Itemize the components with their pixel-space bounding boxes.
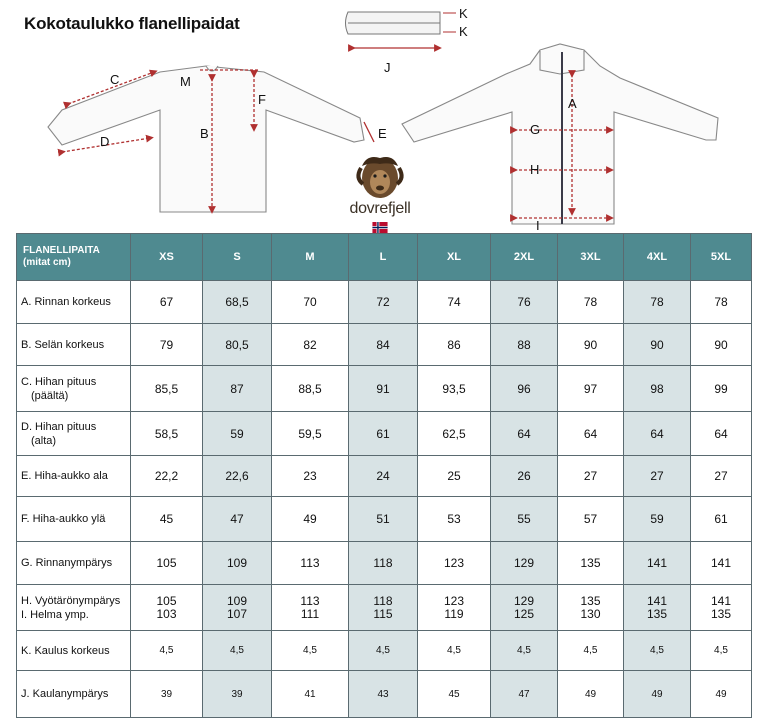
musk-ox-icon (337, 148, 423, 200)
size-header: XS (131, 234, 203, 281)
table-cell: 22,6 (203, 456, 272, 497)
table-cell: 4,5 (624, 631, 691, 671)
size-header: 5XL (691, 234, 752, 281)
table-cell: 118 115 (349, 585, 418, 631)
table-cell: 74 (418, 281, 491, 324)
table-cell: 4,5 (349, 631, 418, 671)
table-cell: 84 (349, 324, 418, 366)
table-cell: 98 (624, 366, 691, 412)
label-c: C (110, 72, 120, 87)
table-cell: 61 (349, 412, 418, 456)
table-cell: 123 (418, 542, 491, 585)
page-title: Kokotaulukko flanellipaidat (24, 14, 240, 33)
label-j: J (384, 60, 391, 75)
table-cell: 85,5 (131, 366, 203, 412)
table-cell: 70 (272, 281, 349, 324)
table-cell: 39 (203, 671, 272, 718)
table-cell: 23 (272, 456, 349, 497)
size-header: L (349, 234, 418, 281)
table-cell: 27 (558, 456, 624, 497)
table-cell: 4,5 (272, 631, 349, 671)
table-cell: 57 (558, 497, 624, 542)
row-label: H. Vyötärönympärys I. Helma ymp. (17, 585, 131, 631)
label-k1: K (459, 6, 468, 21)
header-corner: FLANELLIPAITA (mitat cm) (17, 234, 131, 281)
table-cell: 72 (349, 281, 418, 324)
table-cell: 51 (349, 497, 418, 542)
row-label: E. Hiha-aukko ala (17, 456, 131, 497)
label-h: H (530, 162, 540, 177)
table-cell: 97 (558, 366, 624, 412)
label-e: E (378, 126, 387, 141)
table-cell: 109 (203, 542, 272, 585)
table-cell: 45 (418, 671, 491, 718)
table-cell: 61 (691, 497, 752, 542)
table-cell: 4,5 (691, 631, 752, 671)
table-cell: 118 (349, 542, 418, 585)
table-row (17, 542, 752, 585)
table-cell: 68,5 (203, 281, 272, 324)
table-cell: 135 (558, 542, 624, 585)
norway-flag-icon (372, 222, 388, 233)
table-cell: 141 135 (624, 585, 691, 631)
table-cell: 27 (624, 456, 691, 497)
table-cell: 87 (203, 366, 272, 412)
table-row (17, 366, 752, 412)
row-label: B. Selän korkeus (17, 324, 131, 366)
table-cell: 22,2 (131, 456, 203, 497)
collar-drawing (346, 12, 441, 34)
table-cell: 90 (691, 324, 752, 366)
table-header-row (17, 234, 752, 281)
table-cell: 4,5 (203, 631, 272, 671)
table-cell: 123 119 (418, 585, 491, 631)
table-cell: 129 (491, 542, 558, 585)
table-row (17, 456, 752, 497)
row-label: J. Kaulanympärys (17, 671, 131, 718)
table-cell: 27 (691, 456, 752, 497)
table-cell: 78 (691, 281, 752, 324)
table-cell: 24 (349, 456, 418, 497)
table-cell: 109 107 (203, 585, 272, 631)
table-cell: 64 (558, 412, 624, 456)
table-cell: 80,5 (203, 324, 272, 366)
table-cell: 59 (624, 497, 691, 542)
table-cell: 113 111 (272, 585, 349, 631)
table-cell: 4,5 (418, 631, 491, 671)
table-cell: 47 (203, 497, 272, 542)
row-label: A. Rinnan korkeus (17, 281, 131, 324)
table-cell: 43 (349, 671, 418, 718)
size-table (16, 233, 752, 718)
table-cell: 135 130 (558, 585, 624, 631)
table-row (17, 497, 752, 542)
table-cell: 141 (624, 542, 691, 585)
table-cell: 47 (491, 671, 558, 718)
table-cell: 26 (491, 456, 558, 497)
table-cell: 99 (691, 366, 752, 412)
table-cell: 58,5 (131, 412, 203, 456)
table-cell: 91 (349, 366, 418, 412)
table-cell: 41 (272, 671, 349, 718)
table-cell: 64 (491, 412, 558, 456)
table-cell: 49 (558, 671, 624, 718)
table-cell: 96 (491, 366, 558, 412)
size-header: 4XL (624, 234, 691, 281)
label-m: M (180, 74, 191, 89)
table-cell: 49 (272, 497, 349, 542)
table-cell: 113 (272, 542, 349, 585)
size-header: XL (418, 234, 491, 281)
table-cell: 53 (418, 497, 491, 542)
front-view-drawing (402, 44, 718, 224)
table-cell: 86 (418, 324, 491, 366)
table-cell: 76 (491, 281, 558, 324)
table-cell: 25 (418, 456, 491, 497)
table-cell: 78 (624, 281, 691, 324)
row-label: F. Hiha-aukko ylä (17, 497, 131, 542)
table-cell: 88 (491, 324, 558, 366)
table-cell: 64 (624, 412, 691, 456)
table-row (17, 671, 752, 718)
table-row (17, 631, 752, 671)
table-cell: 141 (691, 542, 752, 585)
row-label: G. Rinnanympärys (17, 542, 131, 585)
table-cell: 82 (272, 324, 349, 366)
table-cell: 49 (624, 671, 691, 718)
table-cell: 62,5 (418, 412, 491, 456)
label-b: B (200, 126, 209, 141)
label-k2: K (459, 24, 468, 39)
table-cell: 88,5 (272, 366, 349, 412)
brand-name: dovrefjell (349, 200, 411, 217)
label-d: D (100, 134, 110, 149)
label-g: G (530, 122, 541, 137)
table-cell: 129 125 (491, 585, 558, 631)
table-row (17, 281, 752, 324)
table-cell: 105 103 (131, 585, 203, 631)
table-cell: 90 (558, 324, 624, 366)
table-cell: 105 (131, 542, 203, 585)
label-i: I (536, 218, 540, 233)
table-cell: 59,5 (272, 412, 349, 456)
row-label: C. Hihan pituus (päältä) (17, 366, 131, 412)
table-cell: 59 (203, 412, 272, 456)
table-cell: 78 (558, 281, 624, 324)
size-header: S (203, 234, 272, 281)
size-header: 3XL (558, 234, 624, 281)
table-cell: 79 (131, 324, 203, 366)
table-cell: 49 (691, 671, 752, 718)
table-cell: 45 (131, 497, 203, 542)
table-cell: 93,5 (418, 366, 491, 412)
table-row (17, 412, 752, 456)
table-cell: 4,5 (491, 631, 558, 671)
table-cell: 67 (131, 281, 203, 324)
table-cell: 4,5 (558, 631, 624, 671)
size-header: 2XL (491, 234, 558, 281)
label-f: F (258, 92, 266, 107)
row-label: D. Hihan pituus (alta) (17, 412, 131, 456)
brand-logo (337, 148, 423, 244)
table-cell: 90 (624, 324, 691, 366)
row-label: K. Kaulus korkeus (17, 631, 131, 671)
table-row (17, 585, 752, 631)
table-cell: 4,5 (131, 631, 203, 671)
table-cell: 39 (131, 671, 203, 718)
table-cell: 55 (491, 497, 558, 542)
table-cell: 141 135 (691, 585, 752, 631)
table-cell: 64 (691, 412, 752, 456)
table-row (17, 324, 752, 366)
size-header: M (272, 234, 349, 281)
label-a: A (568, 96, 577, 111)
